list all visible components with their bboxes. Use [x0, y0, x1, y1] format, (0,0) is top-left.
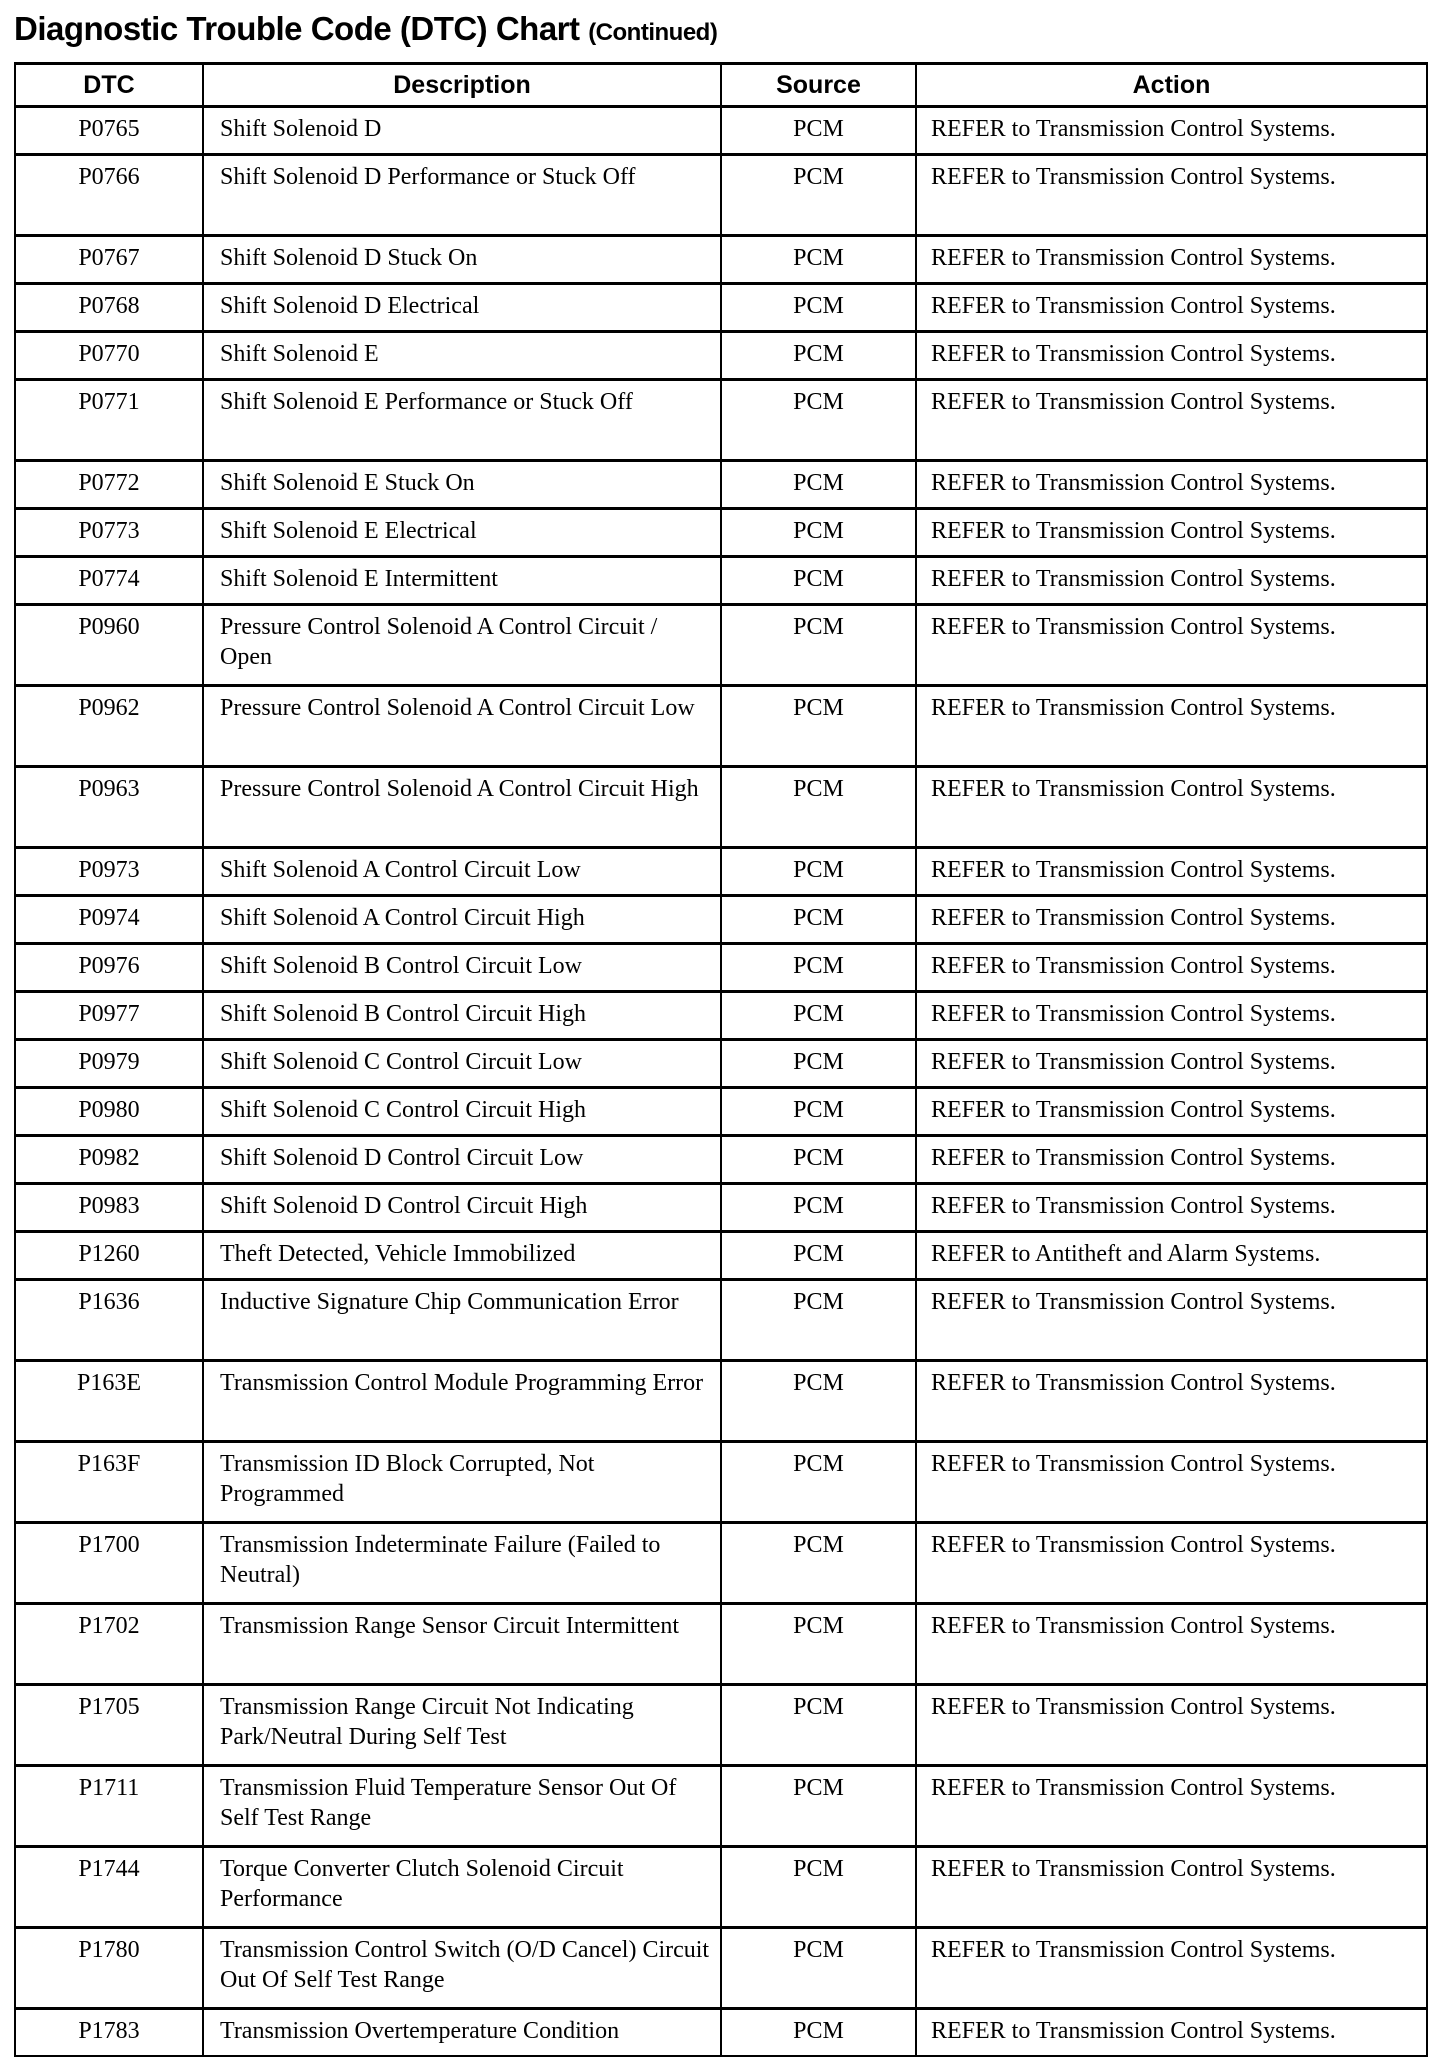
action-cell: REFER to Transmission Control Systems. — [916, 509, 1427, 557]
description-cell: Shift Solenoid D Performance or Stuck Off — [203, 155, 721, 236]
dtc-cell: P0768 — [15, 284, 203, 332]
table-row — [15, 1442, 1427, 1523]
table-row — [15, 1184, 1427, 1232]
header-source: Source — [721, 64, 916, 107]
source-cell: PCM — [721, 1928, 916, 2009]
table-row — [15, 1766, 1427, 1847]
header-dtc: DTC — [15, 64, 203, 107]
description-cell: Transmission Fluid Temperature Sensor Out Of Self Test Range — [203, 1766, 721, 1847]
description-cell: Transmission Range Sensor Circuit Intermittent — [203, 1604, 721, 1685]
table-row — [15, 1088, 1427, 1136]
action-cell: REFER to Transmission Control Systems. — [916, 236, 1427, 284]
table-row — [15, 236, 1427, 284]
action-cell: REFER to Transmission Control Systems. — [916, 1928, 1427, 2009]
dtc-cell: P0977 — [15, 992, 203, 1040]
source-cell: PCM — [721, 992, 916, 1040]
table-body — [15, 107, 1427, 2057]
table-header-row — [15, 64, 1427, 107]
description-cell: Shift Solenoid C Control Circuit High — [203, 1088, 721, 1136]
dtc-cell: P163E — [15, 1361, 203, 1442]
table-row — [15, 896, 1427, 944]
description-cell: Shift Solenoid D Control Circuit Low — [203, 1136, 721, 1184]
source-cell: PCM — [721, 605, 916, 686]
description-cell: Shift Solenoid E — [203, 332, 721, 380]
action-cell: REFER to Transmission Control Systems. — [916, 557, 1427, 605]
description-cell: Torque Converter Clutch Solenoid Circuit Performance — [203, 1847, 721, 1928]
dtc-cell: P0767 — [15, 236, 203, 284]
dtc-cell: P1260 — [15, 1232, 203, 1280]
table-row — [15, 557, 1427, 605]
description-cell: Transmission Overtemperature Condition — [203, 2009, 721, 2057]
table-row — [15, 461, 1427, 509]
action-cell: REFER to Transmission Control Systems. — [916, 944, 1427, 992]
source-cell: PCM — [721, 236, 916, 284]
action-cell: REFER to Transmission Control Systems. — [916, 1442, 1427, 1523]
dtc-cell: P1744 — [15, 1847, 203, 1928]
description-cell: Inductive Signature Chip Communication Error — [203, 1280, 721, 1361]
table-row — [15, 2009, 1427, 2057]
action-cell: REFER to Transmission Control Systems. — [916, 1523, 1427, 1604]
description-cell: Transmission Range Circuit Not Indicating Park/Neutral During Self Test — [203, 1685, 721, 1766]
dtc-cell: P1702 — [15, 1604, 203, 1685]
source-cell: PCM — [721, 686, 916, 767]
dtc-cell: P0979 — [15, 1040, 203, 1088]
source-cell: PCM — [721, 1604, 916, 1685]
dtc-cell: P1636 — [15, 1280, 203, 1361]
action-cell: REFER to Transmission Control Systems. — [916, 605, 1427, 686]
action-cell: REFER to Transmission Control Systems. — [916, 992, 1427, 1040]
dtc-table — [14, 62, 1428, 2057]
description-cell: Pressure Control Solenoid A Control Circuit / Open — [203, 605, 721, 686]
dtc-cell: P1783 — [15, 2009, 203, 2057]
table-row — [15, 686, 1427, 767]
description-cell: Shift Solenoid A Control Circuit High — [203, 896, 721, 944]
source-cell: PCM — [721, 1766, 916, 1847]
source-cell: PCM — [721, 509, 916, 557]
source-cell: PCM — [721, 1280, 916, 1361]
source-cell: PCM — [721, 1184, 916, 1232]
description-cell: Shift Solenoid E Electrical — [203, 509, 721, 557]
source-cell: PCM — [721, 944, 916, 992]
header-action: Action — [916, 64, 1427, 107]
dtc-cell: P1711 — [15, 1766, 203, 1847]
action-cell: REFER to Transmission Control Systems. — [916, 284, 1427, 332]
dtc-cell: P0980 — [15, 1088, 203, 1136]
description-cell: Shift Solenoid E Performance or Stuck Off — [203, 380, 721, 461]
action-cell: REFER to Transmission Control Systems. — [916, 380, 1427, 461]
action-cell: REFER to Transmission Control Systems. — [916, 1280, 1427, 1361]
source-cell: PCM — [721, 1232, 916, 1280]
title-suffix: (Continued) — [588, 19, 718, 46]
source-cell: PCM — [721, 767, 916, 848]
description-cell: Shift Solenoid C Control Circuit Low — [203, 1040, 721, 1088]
source-cell: PCM — [721, 896, 916, 944]
dtc-cell: P0772 — [15, 461, 203, 509]
description-cell: Shift Solenoid E Stuck On — [203, 461, 721, 509]
action-cell: REFER to Transmission Control Systems. — [916, 1088, 1427, 1136]
table-row — [15, 332, 1427, 380]
source-cell: PCM — [721, 1523, 916, 1604]
table-row — [15, 1685, 1427, 1766]
source-cell: PCM — [721, 380, 916, 461]
dtc-cell: P163F — [15, 1442, 203, 1523]
action-cell: REFER to Transmission Control Systems. — [916, 1184, 1427, 1232]
dtc-cell: P0962 — [15, 686, 203, 767]
table-row — [15, 992, 1427, 1040]
table-row — [15, 1136, 1427, 1184]
source-cell: PCM — [721, 2009, 916, 2057]
source-cell: PCM — [721, 107, 916, 155]
description-cell: Transmission ID Block Corrupted, Not Programmed — [203, 1442, 721, 1523]
description-cell: Pressure Control Solenoid A Control Circuit Low — [203, 686, 721, 767]
source-cell: PCM — [721, 557, 916, 605]
dtc-cell: P0982 — [15, 1136, 203, 1184]
action-cell: REFER to Transmission Control Systems. — [916, 767, 1427, 848]
dtc-cell: P0973 — [15, 848, 203, 896]
description-cell: Transmission Control Module Programming Error — [203, 1361, 721, 1442]
action-cell: REFER to Transmission Control Systems. — [916, 332, 1427, 380]
table-row — [15, 155, 1427, 236]
action-cell: REFER to Transmission Control Systems. — [916, 1847, 1427, 1928]
source-cell: PCM — [721, 848, 916, 896]
dtc-cell: P1705 — [15, 1685, 203, 1766]
action-cell: REFER to Transmission Control Systems. — [916, 1136, 1427, 1184]
action-cell: REFER to Transmission Control Systems. — [916, 1766, 1427, 1847]
dtc-cell: P1700 — [15, 1523, 203, 1604]
table-row — [15, 1847, 1427, 1928]
description-cell: Shift Solenoid E Intermittent — [203, 557, 721, 605]
action-cell: REFER to Transmission Control Systems. — [916, 1604, 1427, 1685]
page-title — [14, 10, 717, 48]
action-cell: REFER to Transmission Control Systems. — [916, 848, 1427, 896]
table-row — [15, 1523, 1427, 1604]
dtc-cell: P0770 — [15, 332, 203, 380]
action-cell: REFER to Transmission Control Systems. — [916, 155, 1427, 236]
table-row — [15, 1604, 1427, 1685]
dtc-cell: P1780 — [15, 1928, 203, 2009]
source-cell: PCM — [721, 1088, 916, 1136]
action-cell: REFER to Transmission Control Systems. — [916, 1040, 1427, 1088]
table-row — [15, 1232, 1427, 1280]
dtc-cell: P0976 — [15, 944, 203, 992]
table-row — [15, 605, 1427, 686]
dtc-cell: P0960 — [15, 605, 203, 686]
table-row — [15, 509, 1427, 557]
table-row — [15, 284, 1427, 332]
table-row — [15, 380, 1427, 461]
source-cell: PCM — [721, 1040, 916, 1088]
dtc-cell: P0766 — [15, 155, 203, 236]
action-cell: REFER to Transmission Control Systems. — [916, 2009, 1427, 2057]
dtc-cell: P0983 — [15, 1184, 203, 1232]
header-description: Description — [203, 64, 721, 107]
description-cell: Shift Solenoid D — [203, 107, 721, 155]
source-cell: PCM — [721, 1136, 916, 1184]
dtc-cell: P0974 — [15, 896, 203, 944]
source-cell: PCM — [721, 1847, 916, 1928]
table-row — [15, 848, 1427, 896]
description-cell: Shift Solenoid D Electrical — [203, 284, 721, 332]
description-cell: Transmission Indeterminate Failure (Failed to Neutral) — [203, 1523, 721, 1604]
action-cell: REFER to Transmission Control Systems. — [916, 896, 1427, 944]
source-cell: PCM — [721, 1442, 916, 1523]
table-row — [15, 1361, 1427, 1442]
action-cell: REFER to Antitheft and Alarm Systems. — [916, 1232, 1427, 1280]
description-cell: Transmission Control Switch (O/D Cancel) Circuit Out Of Self Test Range — [203, 1928, 721, 2009]
description-cell: Shift Solenoid B Control Circuit Low — [203, 944, 721, 992]
dtc-cell: P0963 — [15, 767, 203, 848]
table-row — [15, 1040, 1427, 1088]
source-cell: PCM — [721, 284, 916, 332]
description-cell: Shift Solenoid D Control Circuit High — [203, 1184, 721, 1232]
source-cell: PCM — [721, 1361, 916, 1442]
dtc-cell: P0773 — [15, 509, 203, 557]
description-cell: Shift Solenoid A Control Circuit Low — [203, 848, 721, 896]
title-text: Diagnostic Trouble Code (DTC) Chart — [14, 10, 580, 47]
dtc-cell: P0765 — [15, 107, 203, 155]
source-cell: PCM — [721, 461, 916, 509]
table-row — [15, 107, 1427, 155]
action-cell: REFER to Transmission Control Systems. — [916, 1361, 1427, 1442]
action-cell: REFER to Transmission Control Systems. — [916, 107, 1427, 155]
dtc-cell: P0774 — [15, 557, 203, 605]
action-cell: REFER to Transmission Control Systems. — [916, 461, 1427, 509]
table-row — [15, 944, 1427, 992]
source-cell: PCM — [721, 155, 916, 236]
description-cell: Pressure Control Solenoid A Control Circuit High — [203, 767, 721, 848]
source-cell: PCM — [721, 332, 916, 380]
table-row — [15, 767, 1427, 848]
source-cell: PCM — [721, 1685, 916, 1766]
action-cell: REFER to Transmission Control Systems. — [916, 686, 1427, 767]
description-cell: Shift Solenoid D Stuck On — [203, 236, 721, 284]
dtc-cell: P0771 — [15, 380, 203, 461]
action-cell: REFER to Transmission Control Systems. — [916, 1685, 1427, 1766]
table-row — [15, 1280, 1427, 1361]
description-cell: Theft Detected, Vehicle Immobilized — [203, 1232, 721, 1280]
description-cell: Shift Solenoid B Control Circuit High — [203, 992, 721, 1040]
table-row — [15, 1928, 1427, 2009]
